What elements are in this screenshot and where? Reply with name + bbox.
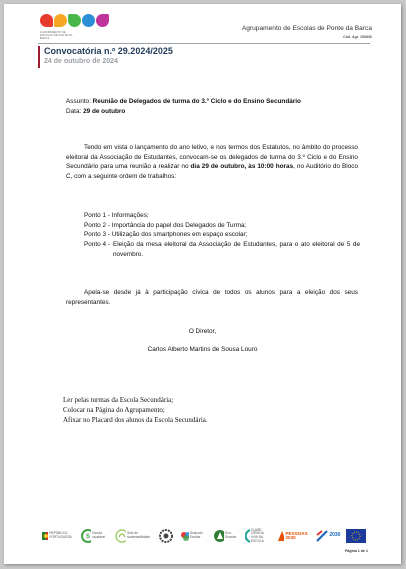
partner-caption: 2030 — [329, 532, 341, 539]
partner-logo — [42, 531, 75, 541]
paragraph-text-end: , no Auditório do Bloco C, com a seguinte ordem de trabalhos: — [66, 163, 359, 181]
agenda-list — [84, 211, 360, 260]
partner-caption: PESSOAS 2030 — [285, 531, 308, 540]
partner-caption: Desporto Escolar — [189, 531, 203, 539]
title-accent-bar — [38, 46, 40, 68]
agenda-item-text: Informações; — [111, 212, 149, 219]
partner-logo — [159, 529, 173, 543]
meeting-date-label: Data: — [66, 108, 82, 115]
distribution-list — [63, 395, 208, 425]
meeting-date-line — [66, 107, 125, 117]
eu-flag-icon — [346, 529, 366, 543]
escola-saudavel-icon — [81, 529, 91, 543]
page-number: Página 1 de 1 — [345, 549, 368, 553]
desporto-escolar-icon — [179, 529, 189, 543]
partner-logo — [179, 529, 207, 543]
agenda-item-text: Importância do papel dos Delegados de Turma; — [111, 221, 247, 229]
meeting-date: 29 de outubro — [83, 108, 126, 115]
partner-logo — [245, 529, 271, 543]
svg-text:S: S — [86, 534, 91, 540]
header-divider — [38, 43, 370, 44]
logo-square-4 — [82, 14, 95, 27]
closing-text: Apela-se desde já à participação cívica de todos os alunos para a eleição dos seus representantes. — [66, 289, 358, 306]
logo-caption: AGRUPAMENTO DE ESCOLAS DE PONTE DA BARCA — [40, 31, 73, 41]
partner-logo — [213, 529, 239, 543]
agenda-item-label: Ponto 4 - — [84, 241, 110, 249]
distribution-item: Afixar no Placard dos alunos da Escola Secundária. — [63, 416, 208, 424]
selo-sustentabilidade-icon — [115, 529, 126, 543]
agenda-item — [84, 211, 360, 221]
agenda-item-label: Ponto 3 - — [84, 231, 110, 239]
agenda-item-text: Eleição da mesa eleitoral da Associação de Estudantes, para o ato eleitoral de 5 de novembro. — [112, 241, 360, 258]
subject-text: Reunião de Delegados de turma do 3.º Ciclo e do Ensino Secundário — [92, 98, 301, 105]
document-date: 24 de outubro de 2024 — [44, 58, 118, 65]
partner-logo — [81, 529, 109, 543]
partner-logo — [316, 530, 340, 542]
convocation-paragraph — [66, 143, 358, 182]
partner-logo — [277, 530, 310, 542]
partner-logo — [346, 529, 366, 543]
agenda-item — [84, 221, 360, 231]
pessoas-2030-icon — [277, 530, 284, 542]
agenda-item — [84, 240, 360, 259]
logo-square-3 — [68, 14, 81, 27]
document-title: Convocatória n.º 29.2024/2025 — [44, 46, 173, 56]
signer-name: Carlos Alberto Martins de Sousa Louro — [147, 346, 258, 353]
meeting-datetime: dia 29 de outubro, às 10:00 horas — [190, 163, 294, 171]
logo-square-2 — [54, 14, 67, 27]
subject-line — [66, 97, 301, 107]
partner-logo — [115, 529, 153, 543]
school-name: Agrupamento de Escolas de Ponte da Barca — [241, 25, 372, 32]
partner-caption: Escola saudável — [92, 531, 106, 539]
agenda-item-label: Ponto 2 - — [84, 221, 110, 229]
partner-caption: REPÚBLICA PORTUGUESA — [49, 531, 72, 539]
partner-logos — [42, 525, 360, 547]
logo-square-5 — [96, 14, 109, 27]
eco-escolas-icon — [213, 529, 224, 543]
agenda-item — [84, 230, 360, 240]
partner-caption: Selo de sustentabilidade — [127, 531, 151, 539]
closing-paragraph — [66, 288, 358, 307]
school-code: Cód. Agr. 150836 — [343, 35, 372, 39]
agenda-item-text: Utilização dos smartphones em espaço escolar; — [111, 231, 248, 239]
paragraph-text-start: Tendo em vista o lançamento do ano letivo, e nos termos dos Estatutos, no âmbito do processo eleitoral da Associação de Estudantes, convocam-se os delegados de turma do 3.º Ciclo e do Ensino Secundário para uma reunião a realizar no — [66, 144, 358, 171]
partner-caption: Eco-Escolas — [225, 531, 237, 539]
logo-square-1 — [40, 14, 53, 27]
signer-title: O Diretor, — [188, 328, 217, 335]
portugal-flag-icon — [42, 531, 48, 541]
gear-seal-icon — [159, 529, 173, 543]
partner-caption: CLUBE CIÊNCIA VIVA NA ESCOLA — [250, 527, 264, 543]
agenda-item-label: Ponto 1 - — [84, 212, 110, 219]
distribution-item: Colocar na Página do Agrupamento; — [63, 406, 165, 414]
document-page — [4, 4, 401, 564]
distribution-item: Ler pelas turmas da Escola Secundária; — [63, 396, 174, 404]
norte-2030-icon — [316, 530, 328, 542]
clube-ciencia-viva-icon — [245, 529, 250, 543]
subject-label: Assunto: — [66, 98, 91, 105]
